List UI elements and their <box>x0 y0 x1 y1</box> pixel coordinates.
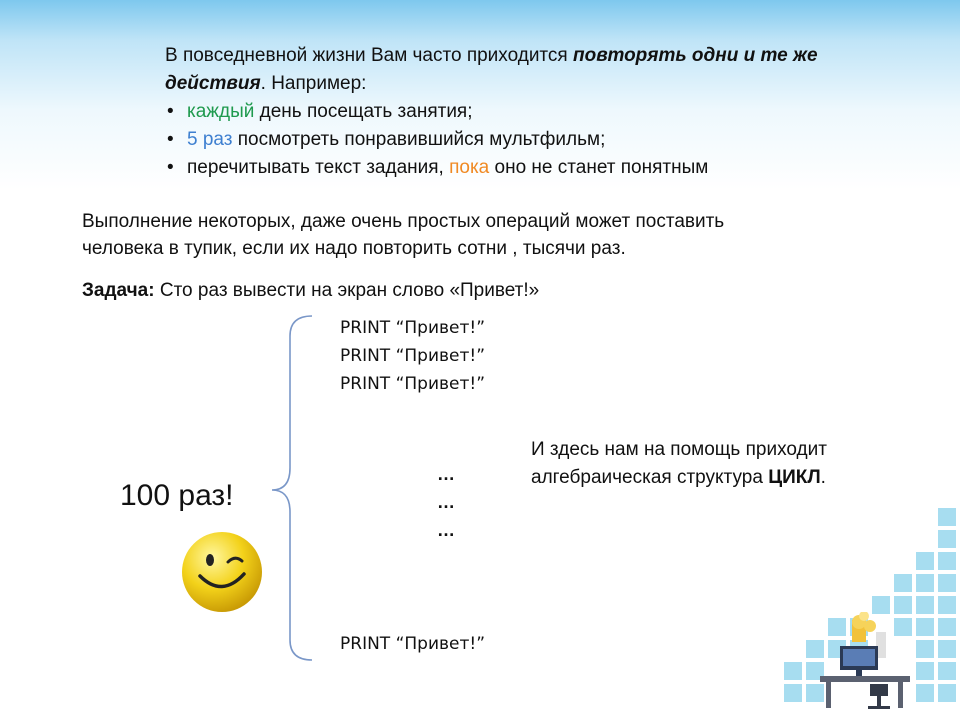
winking-smiley-icon <box>180 530 264 614</box>
intro-list <box>165 98 845 182</box>
code-line-last: PRINT “Привет!” <box>340 634 486 654</box>
list-item-text: посмотреть понравившийся мультфильм; <box>232 129 606 150</box>
ellipsis: … <box>437 520 455 540</box>
list-item <box>165 154 845 182</box>
code-line: PRINT “Привет!” <box>340 374 486 394</box>
intro-text: В повседневной жизни Вам часто приходится <box>165 45 573 66</box>
ellipsis: … <box>437 464 455 484</box>
list-item-text: перечитывать текст задания, <box>187 157 450 178</box>
intro-heading <box>165 42 845 98</box>
count-label: 100 раз! <box>120 479 234 512</box>
intro-block <box>165 42 845 182</box>
list-item <box>165 98 845 126</box>
office-desk-illustration <box>818 612 914 712</box>
list-item <box>165 126 845 154</box>
list-item-text: день посещать занятия; <box>254 101 473 122</box>
task-text: Сто раз вывести на экран слово «Привет!» <box>154 280 540 301</box>
intro-emphasis: повторять одни и те же действия <box>165 45 818 94</box>
task-label: Задача: <box>82 280 155 301</box>
highlight-word: 5 раз <box>187 129 233 150</box>
code-line: PRINT “Привет!” <box>340 318 486 338</box>
task-line <box>82 279 539 303</box>
highlight-word: каждый <box>187 101 255 122</box>
help-keyword: ЦИКЛ <box>768 467 821 488</box>
help-text <box>531 436 931 492</box>
list-item-text: оно не станет понятным <box>489 157 709 178</box>
help-text-end: . <box>820 467 826 488</box>
code-line: PRINT “Привет!” <box>340 346 486 366</box>
curly-brace <box>266 310 316 666</box>
ellipsis: … <box>437 492 455 512</box>
explanation-paragraph: Выполнение некоторых, даже очень простых операций может поставить человека в тупик, если их надо повторить сотни , тысячи раз. <box>82 211 725 259</box>
help-text-body: И здесь нам на помощь приходит алгебраическая структура <box>531 439 827 488</box>
intro-text-end: . Например: <box>260 73 367 94</box>
highlight-word: пока <box>449 157 490 178</box>
